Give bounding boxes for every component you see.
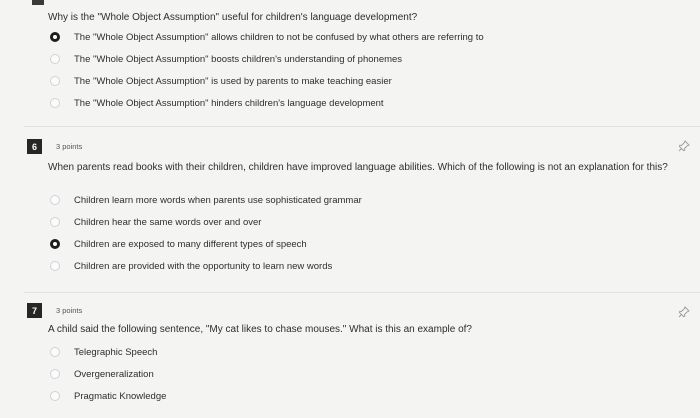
option-label: Children hear the same words over and over (74, 216, 262, 228)
question-7-points: 3 points (56, 306, 83, 315)
question-7-prompt: A child said the following sentence, "My cat likes to chase mouses." What is this an example of? (48, 324, 472, 335)
q6-option-4[interactable] (50, 258, 332, 274)
pin-icon[interactable] (678, 140, 690, 152)
q7-option-3[interactable] (50, 388, 166, 404)
q5-option-4[interactable] (50, 95, 384, 111)
radio-unselected[interactable] (50, 195, 60, 205)
radio-unselected[interactable] (50, 391, 60, 401)
question-6-number-badge: 6 (27, 139, 42, 154)
question-7-number-badge: 7 (27, 303, 42, 318)
question-5-prompt: Why is the "Whole Object Assumption" useful for children's language development? (48, 12, 418, 23)
q5-option-1[interactable] (50, 29, 484, 45)
radio-unselected[interactable] (50, 98, 60, 108)
pin-icon[interactable] (678, 306, 690, 318)
q7-option-2[interactable] (50, 366, 154, 382)
q7-option-1[interactable] (50, 344, 157, 360)
option-label: Pragmatic Knowledge (74, 390, 167, 402)
top-accent-bar (32, 0, 44, 5)
radio-unselected[interactable] (50, 54, 60, 64)
radio-selected[interactable] (50, 239, 60, 249)
option-label: Overgeneralization (74, 368, 154, 380)
option-label: The "Whole Object Assumption" is used by parents to make teaching easier (74, 75, 392, 87)
question-6-points: 3 points (56, 142, 83, 151)
option-label: Children learn more words when parents use sophisticated grammar (74, 194, 362, 206)
q6-option-1[interactable] (50, 192, 362, 208)
radio-unselected[interactable] (50, 369, 60, 379)
option-label: The "Whole Object Assumption" allows children to not be confused by what others are referring to (74, 31, 484, 43)
radio-unselected[interactable] (50, 217, 60, 227)
option-label: The "Whole Object Assumption" hinders children's language development (74, 97, 384, 109)
question-divider (24, 292, 700, 293)
question-6-prompt: When parents read books with their children, children have improved language abilities. Which of the following is not an explanation for this? (48, 162, 668, 173)
radio-unselected[interactable] (50, 76, 60, 86)
option-label: Telegraphic Speech (74, 346, 158, 358)
q5-option-3[interactable] (50, 73, 392, 89)
q6-option-3[interactable] (50, 236, 307, 252)
radio-unselected[interactable] (50, 261, 60, 271)
q6-option-2[interactable] (50, 214, 261, 230)
option-label: Children are exposed to many different types of speech (74, 238, 307, 250)
question-divider (24, 126, 700, 127)
option-label: The "Whole Object Assumption" boosts children's understanding of phonemes (74, 53, 403, 65)
option-label: Children are provided with the opportunity to learn new words (74, 260, 333, 272)
radio-selected[interactable] (50, 32, 60, 42)
q5-option-2[interactable] (50, 51, 402, 67)
radio-unselected[interactable] (50, 347, 60, 357)
